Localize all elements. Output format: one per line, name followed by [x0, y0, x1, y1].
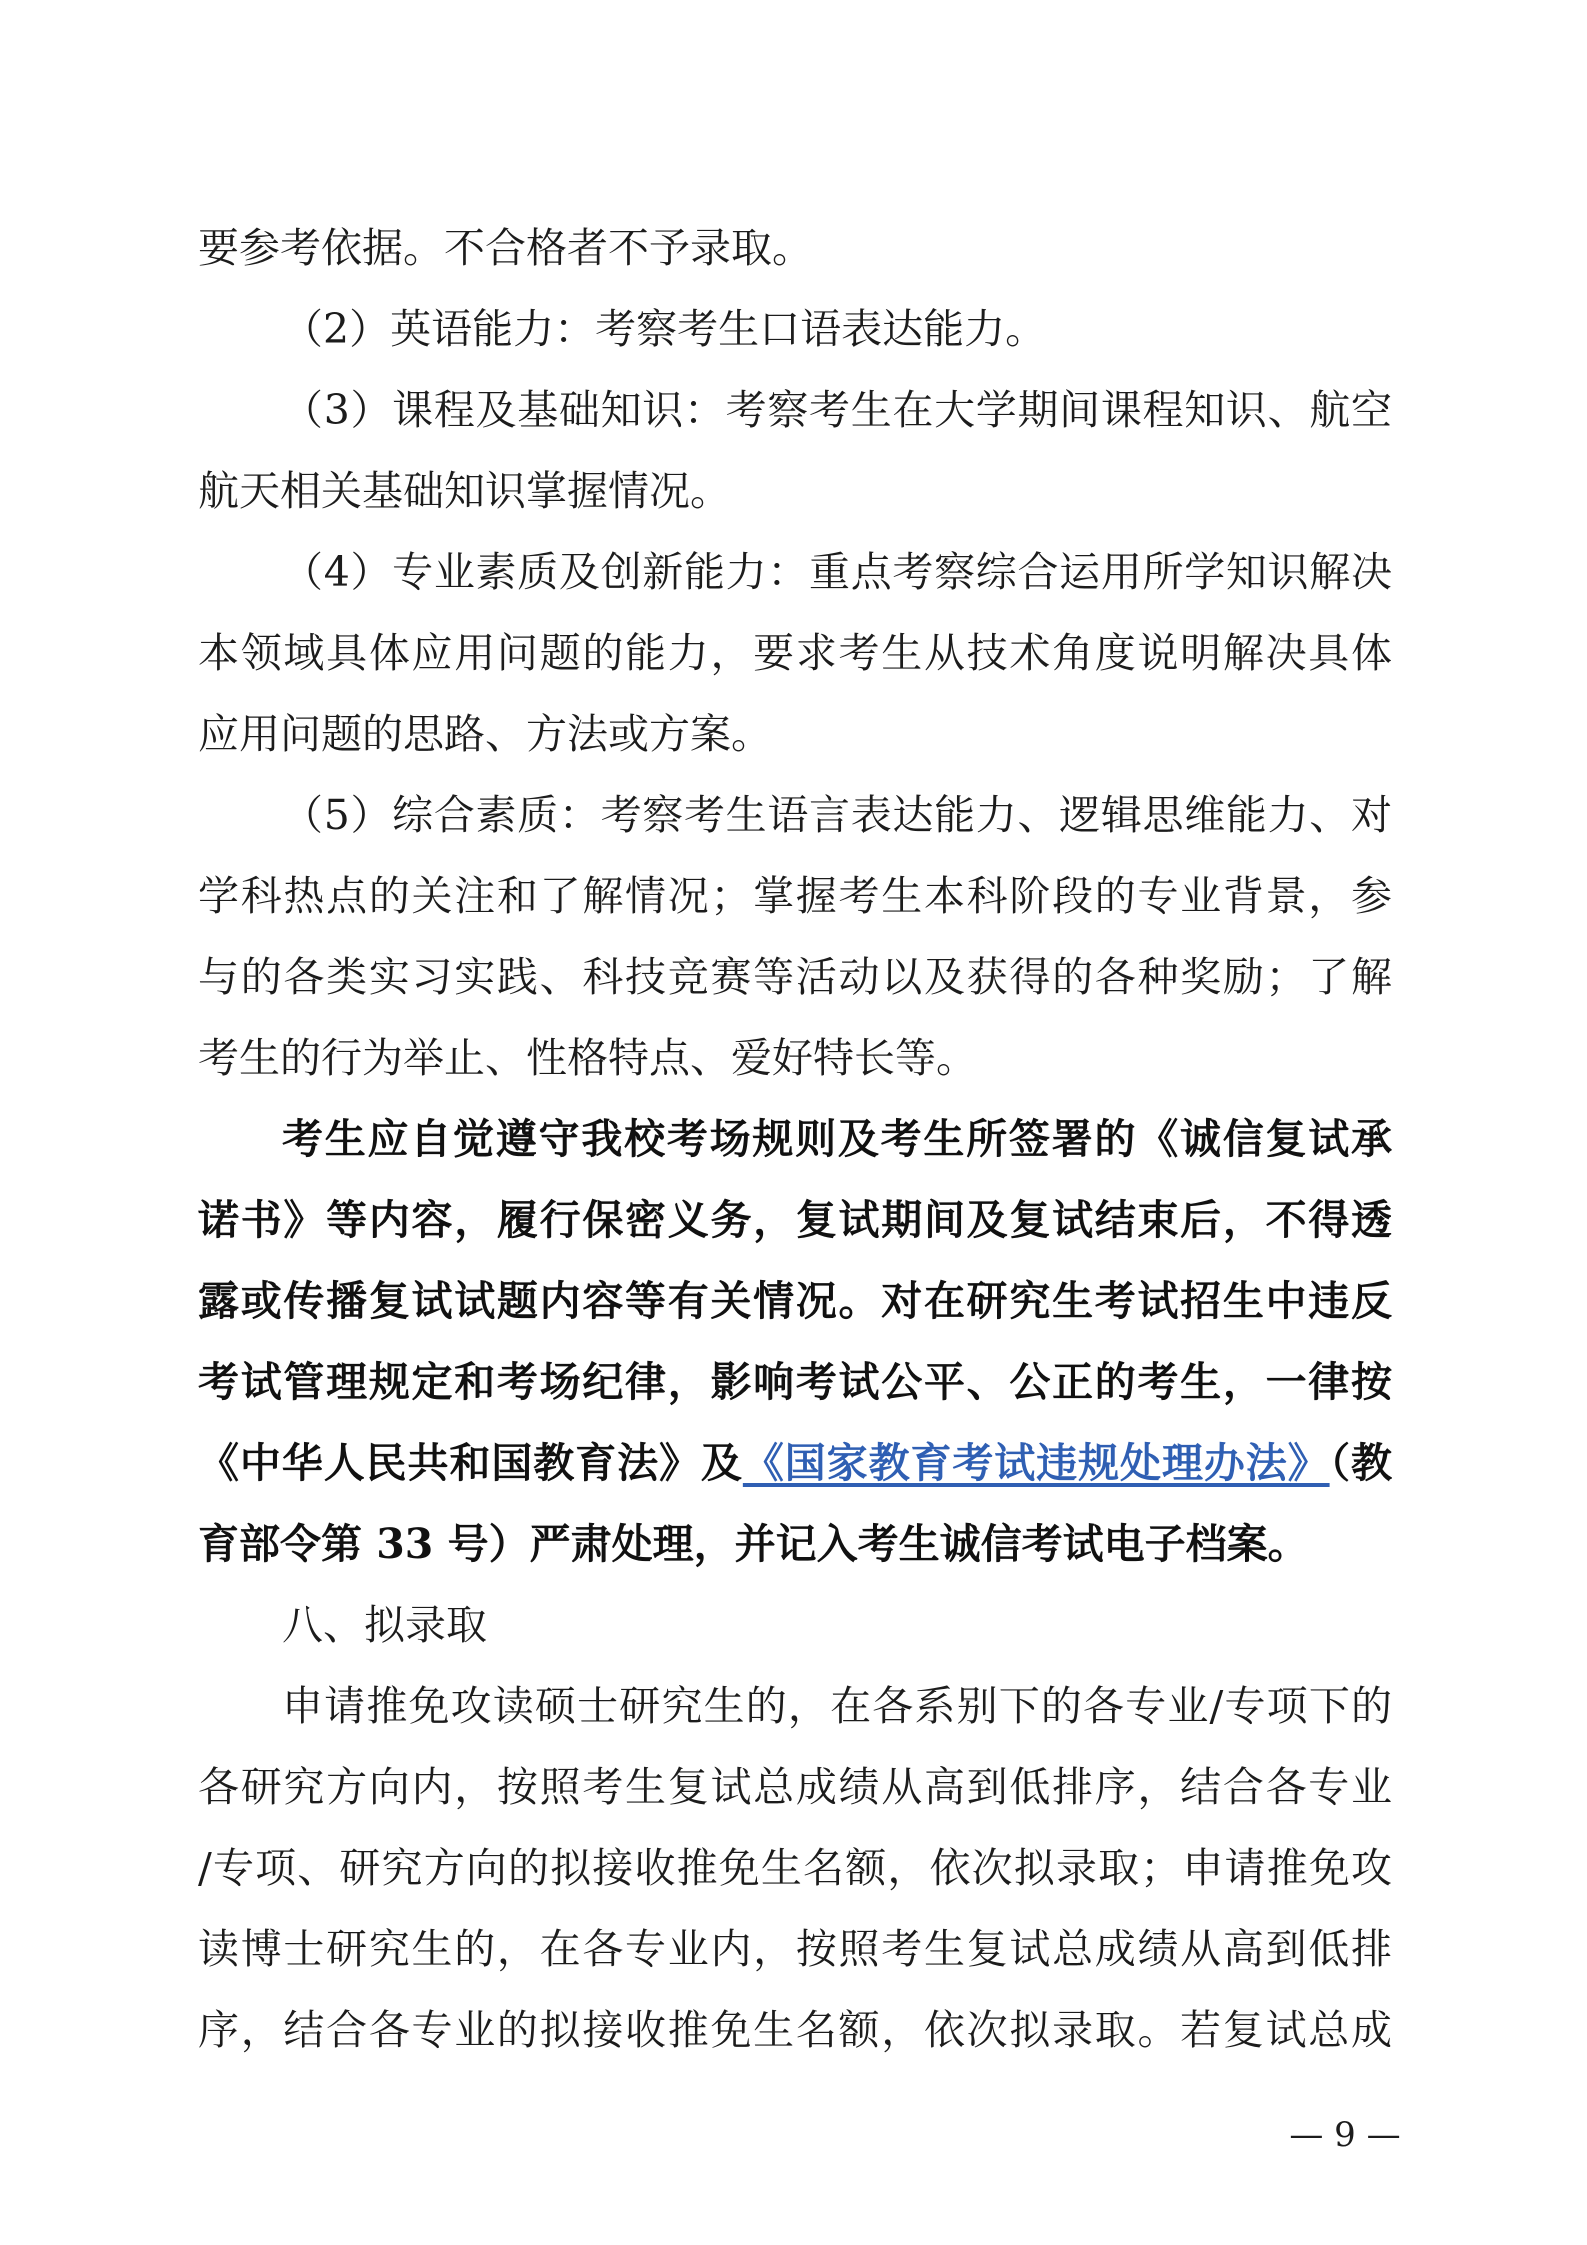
section-heading: 八、拟录取: [282, 1601, 487, 1649]
admission-paragraph-line: 序，结合各专业的拟接收推免生名额，依次拟录取。若复试总成: [198, 2006, 1392, 2054]
integrity-notice-line: 育部令第 33 号）严肃处理，并记入考生诚信考试电子档案。: [198, 1520, 1309, 1568]
criterion-professional: （4）专业素质及创新能力：重点考察综合运用所学知识解决: [282, 548, 1392, 596]
criterion-overall: （5）综合素质：考察考生语言表达能力、逻辑思维能力、对: [282, 791, 1392, 839]
paragraph-line: 学科热点的关注和了解情况；掌握考生本科阶段的专业背景，参: [198, 872, 1392, 920]
paragraph-line: 与的各类实习实践、科技竞赛等活动以及获得的各种奖励；了解: [198, 953, 1392, 1001]
admission-paragraph-line: 读博士研究生的，在各专业内，按照考生复试总成绩从高到低排: [198, 1925, 1392, 1973]
integrity-notice-line: 露或传播复试试题内容等有关情况。对在研究生考试招生中违反: [198, 1277, 1392, 1325]
integrity-notice-line: 考试管理规定和考场纪律，影响考试公平、公正的考生，一律按: [198, 1358, 1392, 1406]
law-reference-text: 《中华人民共和国教育法》及: [198, 1439, 743, 1487]
page-number: — 9 —: [1289, 2115, 1401, 2155]
admission-paragraph-line: 申请推免攻读硕士研究生的，在各系别下的各专业/专项下的: [282, 1682, 1392, 1730]
admission-paragraph-line: 各研究方向内，按照考生复试总成绩从高到低排序，结合各专业: [198, 1763, 1392, 1811]
regulation-link[interactable]: 《国家教育考试违规处理办法》: [742, 1439, 1330, 1487]
admission-paragraph-line: /专项、研究方向的拟接收推免生名额，依次拟录取；申请推免攻: [198, 1844, 1392, 1892]
paragraph-line: 要参考依据。不合格者不予录取。: [198, 224, 813, 272]
integrity-notice-line: 考生应自觉遵守我校考场规则及考生所签署的《诚信复试承: [282, 1115, 1392, 1163]
criterion-english: （2）英语能力：考察考生口语表达能力。: [282, 305, 1047, 353]
paragraph-line: 本领域具体应用问题的能力，要求考生从技术角度说明解决具体: [198, 629, 1392, 677]
integrity-notice-line: 诺书》等内容，履行保密义务，复试期间及复试结束后，不得透: [198, 1196, 1392, 1244]
criterion-courses: （3）课程及基础知识：考察考生在大学期间课程知识、航空: [282, 386, 1392, 434]
document-body: [198, 208, 1392, 2071]
integrity-notice-line: [198, 1423, 1392, 1504]
law-reference-text: （教: [1329, 1439, 1393, 1487]
paragraph-line: 考生的行为举止、性格特点、爱好特长等。: [198, 1034, 977, 1082]
paragraph-line: 应用问题的思路、方法或方案。: [198, 710, 772, 758]
paragraph-line: 航天相关基础知识掌握情况。: [198, 467, 731, 515]
